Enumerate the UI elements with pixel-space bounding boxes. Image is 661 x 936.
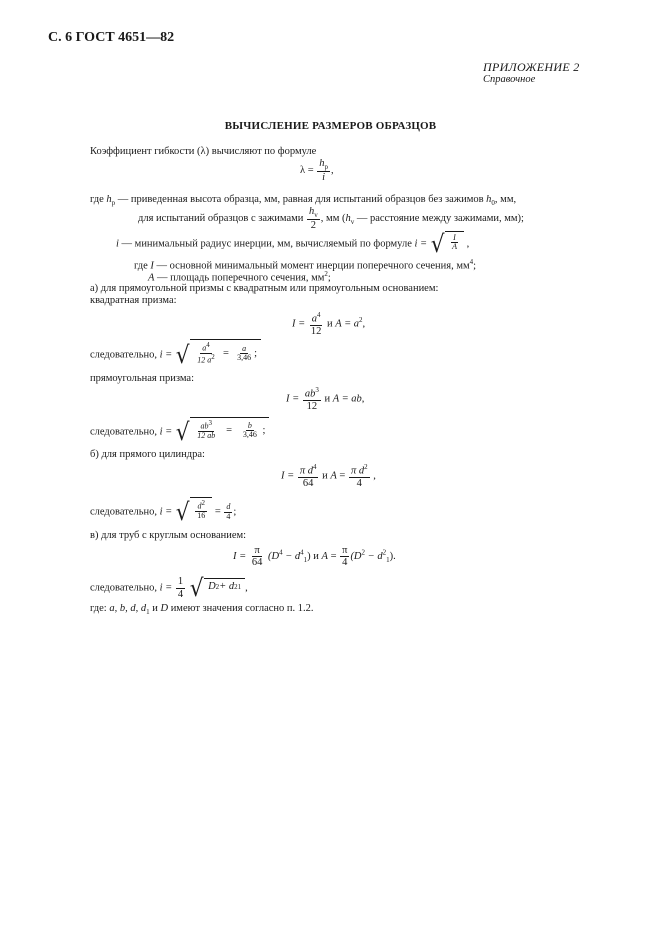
radius-definition: i — минимальный радиус инерции, мм, вычисляемый по формуле i = √ $\frac{I}{A}$ , xyxy=(116,230,470,258)
final-note: где: a, b, d, $d_1$ и D имеют значения согласно п. 1.2. xyxy=(90,603,314,617)
page-header: С. 6 ГОСТ 4651—82 xyxy=(48,30,175,45)
square-I-formula: I = $\frac{a^4}{12}$ и $A = a^2$, xyxy=(292,311,366,337)
lambda-formula: λ = $\frac{h_p}{i}$ , xyxy=(300,158,334,184)
case-a: а) для прямоугольной призмы с квадратным или прямоугольным основанием: xyxy=(90,283,439,294)
A-definition: A — площадь поперечного сечения, $мм^2$; xyxy=(148,270,331,284)
rect-i-formula: следовательно, i = √ $\frac{ab^3}{12 ab}$ = $\frac{b}{3,46}$ ; xyxy=(90,420,269,444)
case-c: в) для труб с круглым основанием: xyxy=(90,530,247,541)
appendix-label: ПРИЛОЖЕНИЕ 2 xyxy=(483,60,580,74)
rect-I-formula: I = $\frac{ab^3}{12}$ и A = ab, xyxy=(286,386,365,412)
square-i-formula: следовательно, i = √ $\frac{a^4}{12 a^2}$ = $\frac{a}{3,46}$ ; xyxy=(90,343,261,367)
intro-text: Коэффициент гибкости (λ) вычисляют по формуле xyxy=(90,146,317,157)
I-definition: где I — основной минимальный момент инерции поперечного сечения, $мм^4$; xyxy=(134,258,477,272)
tube-I-formula: I = $\frac{\pi}{64}$ $(D^4 - d^4_1)$ и A = $\frac{\pi}{4}$ $(D^2 - d^2_1)$. xyxy=(233,545,396,569)
sqrt-symbol: √ $\frac{I}{A}$ xyxy=(430,232,464,256)
cylinder-i-formula: следовательно, i = √ $\frac{d^2}{16}$ = $\frac{d}{4}$ ; xyxy=(90,498,237,526)
hp-definition: где $h_p$ — приведенная высота образца, мм, равная для испытаний образцов без зажимов $h_0$, мм, xyxy=(90,194,517,208)
clamps-definition: для испытаний образцов с зажимами $\frac{h_v}{2}$ , мм ($h_v$ — расстояние между зажимами, мм); xyxy=(138,206,524,232)
rect-prism-label: прямоугольная призма: xyxy=(90,373,195,384)
case-b: б) для прямого цилиндра: xyxy=(90,449,205,460)
square-prism-label: квадратная призма: xyxy=(90,295,177,306)
section-title: ВЫЧИСЛЕНИЕ РАЗМЕРОВ ОБРАЗЦОВ xyxy=(224,120,437,132)
tube-i-formula: следовательно, i = $\frac{1}{4}$ √ D 2 + d 2 1 , xyxy=(90,574,248,602)
cylinder-I-formula: I = $\frac{\pi d^4}{64}$ и A = $\frac{\pi d^2}{4}$ , xyxy=(281,463,376,489)
appendix-type: Справочное xyxy=(483,74,536,85)
